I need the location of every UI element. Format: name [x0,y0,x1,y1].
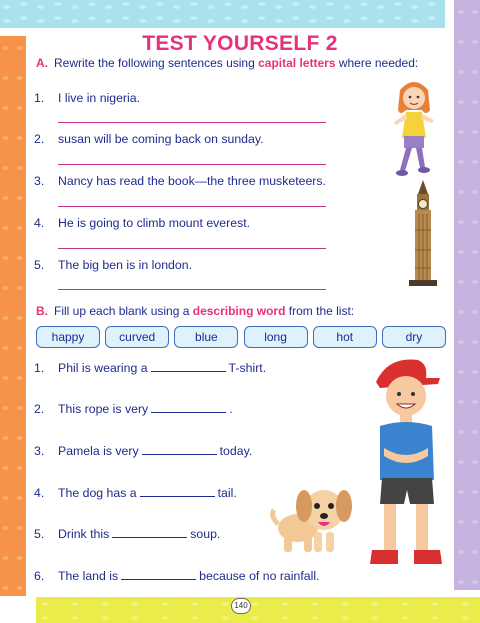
top-decorative-band [0,0,445,28]
page-title: TEST YOURSELF 2 [142,32,338,55]
answer-line[interactable] [58,122,326,123]
word-list [36,326,446,350]
section-a-item: 5. The big ben is in london. [34,258,192,272]
fill-blank[interactable] [142,445,217,455]
section-b-item: 2. This rope is very . [34,402,233,416]
section-a-instruction: A. Rewrite the following sentences using capital letters where needed: [36,56,419,70]
section-b-item: 3. Pamela is very today. [34,444,253,458]
fill-blank[interactable] [140,487,215,497]
girl-illustration [386,76,442,180]
answer-line[interactable] [58,164,326,165]
right-decorative-band [454,0,480,590]
answer-line[interactable] [58,248,326,249]
fill-blank[interactable] [151,362,226,372]
word-box: blue [174,326,238,348]
answer-line[interactable] [58,206,326,207]
word-box: hot [313,326,377,348]
boy-illustration [366,352,446,574]
section-a-letter: A. [36,56,48,70]
fill-blank[interactable] [121,570,196,580]
section-a-item: 2. susan will be coming back on sunday. [34,132,264,146]
section-a-item: 3. Nancy has read the book—the three musketeers. [34,174,326,188]
left-decorative-band [0,36,26,596]
word-box: happy [36,326,100,348]
section-a-item: 4. He is going to climb mount everest. [34,216,251,230]
section-a-item: 1. I live in nigeria. [34,91,141,105]
section-a-keyword: capital letters [258,56,336,70]
section-b-item: 5. Drink this soup. [34,527,221,541]
bottom-decorative-band [36,597,480,623]
puppy-illustration [270,476,364,556]
section-b-item: 6. The land is because of no rainfall. [34,569,320,583]
fill-blank[interactable] [151,403,226,413]
answer-line[interactable] [58,289,326,290]
section-b-item: 4. The dog has a tail. [34,486,237,500]
word-box: long [244,326,308,348]
fill-blank[interactable] [112,528,187,538]
section-b-letter: B. [36,304,48,318]
word-box: dry [382,326,446,348]
section-b-item: 1. Phil is wearing a T-shirt. [34,361,267,375]
word-box: curved [105,326,169,348]
section-b-keyword: describing word [192,304,286,318]
section-b-instruction: B. Fill up each blank using a describing word from the list: [36,304,355,318]
page-number: 140 [231,598,251,614]
big-ben-illustration [406,180,440,288]
